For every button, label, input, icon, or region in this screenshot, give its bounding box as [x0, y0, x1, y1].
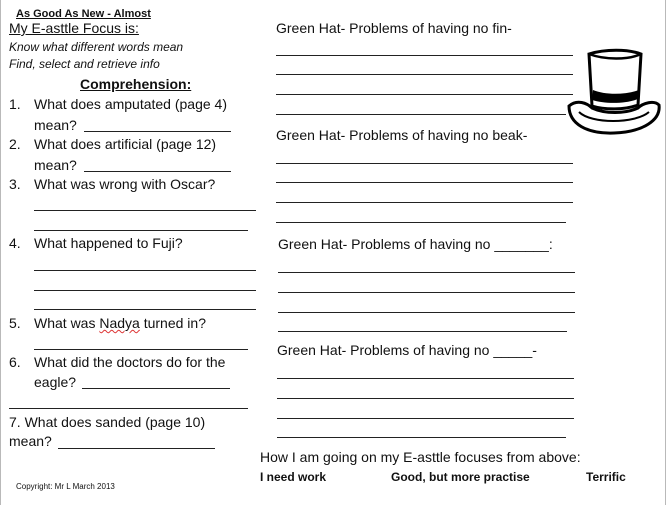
question-4-text: What happened to Fuji? — [34, 235, 183, 251]
question-2-mean: mean? — [34, 157, 77, 173]
green-hat-blank-heading-1: Green Hat- Problems of having no _______: — [278, 236, 553, 252]
question-3-text: What was wrong with Oscar? — [34, 176, 216, 192]
green-hat-blank-heading-2: Green Hat- Problems of having no _____- — [277, 342, 537, 358]
question-2-text: What does artificial (page 12) — [34, 136, 217, 152]
page-border-left — [0, 0, 1, 505]
focus-item-2: Find, select and retrieve info — [9, 57, 160, 71]
question-1-text: What does amputated (page 4) — [34, 96, 228, 112]
top-hat-icon — [565, 48, 661, 138]
question-5-text — [34, 315, 206, 331]
rating-more-practise[interactable]: Good, but more practise — [391, 470, 530, 484]
answer-line-fin-c[interactable] — [276, 94, 573, 95]
answer-line-q3-a[interactable] — [34, 210, 256, 211]
focus-heading-text: My E-asttle Focus is: — [9, 20, 139, 36]
answer-line-fin-b[interactable] — [276, 74, 573, 75]
answer-line-q1[interactable] — [84, 131, 231, 132]
progress-question: How I am going on my E-asttle focuses from above: — [260, 449, 581, 465]
answer-line-blank1-d[interactable] — [278, 331, 567, 332]
question-5-text-end: turned in? — [139, 315, 206, 331]
answer-line-blank1-c[interactable] — [278, 312, 575, 313]
answer-line-blank2-a[interactable] — [277, 378, 574, 379]
green-hat-beak-heading: Green Hat- Problems of having no beak- — [276, 127, 528, 143]
question-5-number: 5. — [9, 315, 21, 331]
answer-line-q4-c[interactable] — [34, 309, 256, 310]
answer-line-blank1-b[interactable] — [278, 292, 575, 293]
green-hat-fin-heading: Green Hat- Problems of having no fin- — [276, 20, 512, 36]
question-7-mean: mean? — [9, 433, 52, 449]
rating-need-work[interactable]: I need work — [260, 470, 327, 484]
rating-terrific[interactable]: Terrific — [586, 470, 626, 484]
answer-line-q3-b[interactable] — [34, 230, 248, 231]
question-2-number: 2. — [9, 136, 21, 152]
question-6-text: What did the doctors do for the — [34, 354, 226, 370]
answer-line-blank1-a[interactable] — [278, 272, 575, 273]
answer-line-beak-c[interactable] — [276, 202, 573, 203]
question-6-eagle: eagle? — [34, 374, 77, 390]
worksheet-title: As Good As New - Almost — [16, 8, 151, 20]
question-3-number: 3. — [9, 176, 21, 192]
answer-line-fin-d[interactable] — [276, 114, 566, 115]
answer-line-q6-b[interactable] — [9, 408, 248, 409]
answer-line-beak-a[interactable] — [276, 163, 573, 164]
answer-line-blank2-b[interactable] — [277, 398, 574, 399]
answer-line-fin-a[interactable] — [276, 55, 573, 56]
answer-line-q6-a[interactable] — [82, 388, 230, 389]
answer-line-q7[interactable] — [58, 448, 215, 449]
comprehension-heading: Comprehension: — [80, 76, 192, 92]
answer-line-q4-b[interactable] — [34, 290, 256, 291]
question-5-name: Nadya — [99, 315, 140, 331]
question-6-number: 6. — [9, 354, 21, 370]
answer-line-beak-d[interactable] — [276, 222, 566, 223]
copyright-text: Copyright: Mr L March 2013 — [16, 482, 115, 491]
focus-item-1: Know what different words mean — [9, 40, 184, 54]
answer-line-blank2-c[interactable] — [277, 418, 574, 419]
question-1-mean: mean? — [34, 117, 77, 133]
focus-heading — [9, 20, 139, 36]
question-1-number: 1. — [9, 96, 21, 112]
answer-line-beak-b[interactable] — [276, 182, 573, 183]
question-5-text-start: What was — [34, 315, 100, 331]
answer-line-q2[interactable] — [84, 171, 231, 172]
question-7-text: 7. What does sanded (page 10) — [9, 414, 206, 430]
question-4-number: 4. — [9, 235, 21, 251]
answer-line-q4-a[interactable] — [34, 270, 256, 271]
answer-line-q5[interactable] — [34, 349, 248, 350]
answer-line-blank2-d[interactable] — [277, 437, 566, 438]
